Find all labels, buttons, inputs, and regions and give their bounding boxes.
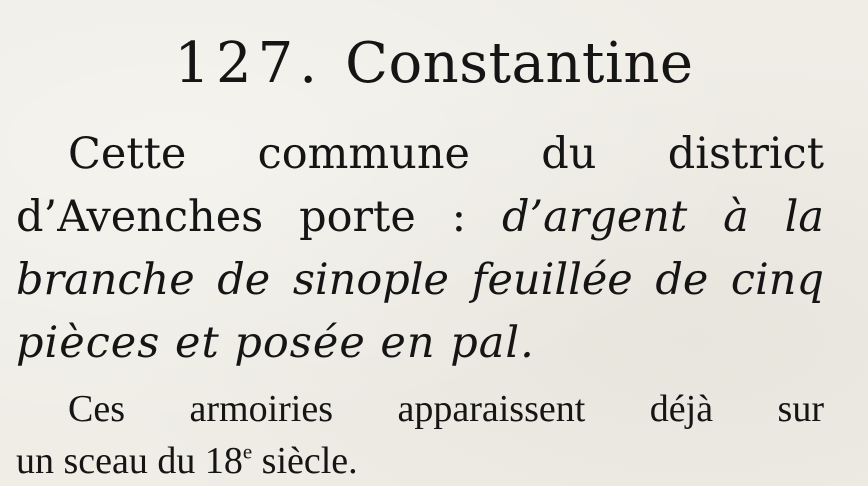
paragraph-1-line-2-italic: d’argent à la [501, 192, 824, 242]
paragraph-1-line-2 [16, 192, 824, 242]
section-number: 127. [174, 31, 324, 96]
paragraph-1-line-4: pièces et posée en pal. [16, 318, 535, 368]
paragraph-1-line-3: branche de sinople feuillée de cinq [16, 255, 824, 305]
paragraph-2-line-2 [16, 439, 824, 482]
paragraph-1-line-1: Cette commune du district [68, 129, 824, 179]
paragraph-1-line-2-roman: d’Avenches porte : [16, 192, 467, 242]
paragraph-2-line-1: Ces armoiries apparaissent déjà sur [68, 388, 824, 430]
section-name: Constantine [345, 31, 694, 96]
ordinal-superscript: e [242, 439, 253, 464]
section-title [0, 31, 868, 96]
paragraph-2-line-2-before: un sceau du 18 [16, 440, 243, 482]
paragraph-2-line-2-after: siècle. [252, 440, 358, 482]
